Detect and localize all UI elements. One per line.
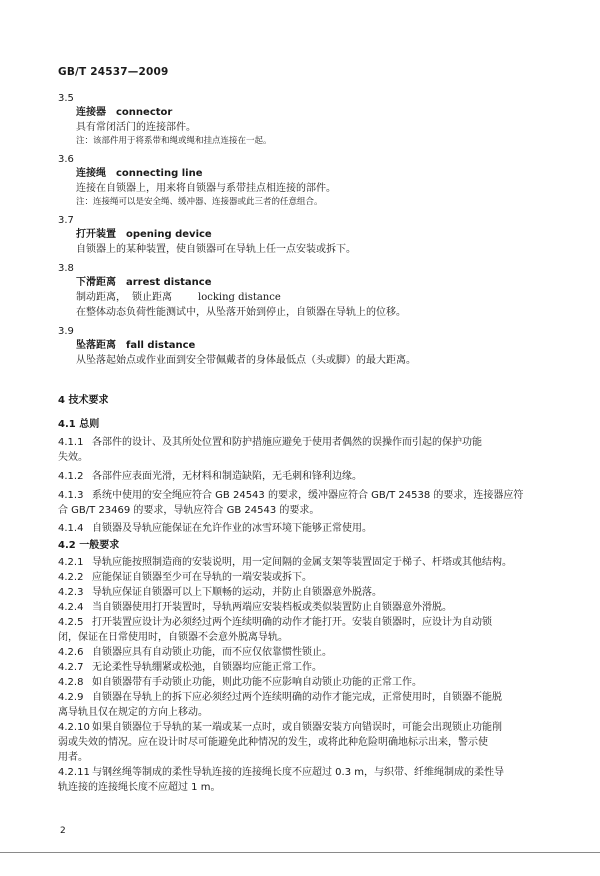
clause-4-2-9-cont: 离导轨且仅在规定的方向上移动。	[58, 707, 208, 718]
clause-4-2-1: 4.2.1 导轨应能按照制造商的安装说明，用一定间隔的金属支架等装置固定于梯子、杆塔或其他结构。	[58, 557, 512, 568]
page-number: 2	[60, 826, 66, 836]
term-zh: 坠落距离	[76, 340, 116, 351]
clause-4-2-11-cont: 轨连接的连接绳长度不应超过 1 m。	[58, 782, 221, 793]
term-3-6	[58, 153, 544, 209]
alt-term-2: 锁止距离	[132, 292, 172, 303]
clause-4-2-6: 4.2.6 自锁器应具有自动锁止功能，而不应仅依靠惯性锁止。	[58, 647, 332, 658]
term-number: 3.7	[58, 215, 74, 226]
term-definition: 从坠落起始点或作业面到安全带佩戴者的身体最低点（头或脚）的最大距离。	[76, 355, 416, 366]
clause-4-2-10-cont2: 用者。	[58, 752, 88, 763]
term-title	[58, 106, 544, 120]
alt-term-1: 制动距离，	[76, 292, 126, 303]
term-title	[58, 167, 544, 181]
technical-requirements-section	[58, 394, 544, 795]
clause-4-2-3: 4.2.3 导轨应保证自锁器可以上下顺畅的运动，并防止自锁器意外脱落。	[58, 587, 382, 598]
clause-4-2-8: 4.2.8 如自锁器带有手动锁止功能，则此功能不应影响自动锁止功能的正常工作。	[58, 677, 422, 688]
term-zh: 连接绳	[76, 168, 106, 179]
clause-4-1-4: 4.1.4 自锁器及导轨应能保证在允许作业的冰雪环境下能够正常使用。	[58, 523, 372, 534]
term-note: 注：该部件用于将系带和绳或绳和挂点连接在一起。	[76, 136, 272, 146]
clause-4-2-9: 4.2.9 自锁器在导轨上的拆下应必须经过两个连续明确的动作才能完成，正常使用时，自锁器不能脱	[58, 692, 502, 703]
clause-4-2-4: 4.2.4 当自锁器使用打开装置时，导轨两端应安装档板或类似装置防止自锁器意外滑脱。	[58, 602, 452, 613]
term-en: opening device	[126, 229, 212, 240]
term-definition: 连接在自锁器上，用来将自锁器与系带挂点相连接的部件。	[76, 183, 336, 194]
term-zh: 打开装置	[76, 229, 116, 240]
term-definition: 自锁器上的某种装置，使自锁器可在导轨上任一点安装或拆下。	[76, 244, 356, 255]
term-title	[58, 276, 544, 290]
term-3-9	[58, 325, 544, 368]
clause-4-2-11: 4.2.11 与钢丝绳等制成的柔性导轨连接的连接绳长度不应超过 0.3 m，与织带、纤维绳制成的柔性导	[58, 767, 505, 778]
terms-section	[58, 92, 544, 368]
clause-4-1-1: 4.1.1 各部件的设计、及其所处位置和防护措施应避免于使用者偶然的误操作而引起的保护功能	[58, 437, 482, 448]
term-title	[58, 228, 544, 242]
bottom-divider	[0, 852, 600, 853]
subsection-heading-general: 4.1 总则	[58, 419, 100, 430]
clause-4-2-2: 4.2.2 应能保证自锁器至少可在导轨的一端安装或拆下。	[58, 572, 312, 583]
clause-4-1-1-cont: 失效。	[58, 452, 88, 463]
term-number: 3.8	[58, 263, 74, 274]
term-zh: 连接器	[76, 107, 106, 118]
clause-4-2-7: 4.2.7 无论柔性导轨绷紧或松弛，自锁器均应能正常工作。	[58, 662, 322, 673]
term-note: 注：连接绳可以是安全绳、缓冲器、连接器或此三者的任意组合。	[76, 197, 323, 207]
term-title	[58, 339, 544, 353]
term-definition: 具有常闭活门的连接部件。	[76, 122, 196, 133]
subsection-heading-general-requirements: 4.2 一般要求	[58, 540, 120, 551]
standard-code-header: GB/T 24537—2009	[58, 66, 169, 78]
section-heading: 4 技术要求	[58, 395, 109, 406]
term-definition: 在整体动态负荷性能测试中，从坠落开始到停止，自锁器在导轨上的位移。	[76, 307, 406, 318]
term-alternatives	[58, 290, 544, 305]
term-3-7	[58, 214, 544, 257]
term-number: 3.9	[58, 326, 74, 337]
clause-4-1-3: 4.1.3 系统中使用的安全绳应符合 GB 24543 的要求，缓冲器应符合 GB/T 24538 的要求，连接器应符	[58, 490, 524, 501]
clause-4-2-10: 4.2.10 如果自锁器位于导轨的某一端或某一点时，或自锁器安装方向错误时，可能会出现锁止功能削	[58, 722, 502, 733]
term-en: connector	[116, 107, 173, 118]
term-3-8	[58, 262, 544, 320]
term-number: 3.5	[58, 93, 74, 104]
term-en: fall distance	[126, 340, 196, 351]
term-zh: 下滑距离	[76, 277, 116, 288]
term-en: arrest distance	[126, 277, 212, 288]
term-number: 3.6	[58, 154, 74, 165]
alt-term-en: locking distance	[198, 292, 281, 303]
clause-4-1-3-cont: 合 GB/T 23469 的要求，导轨应符合 GB 24543 的要求。	[58, 505, 320, 516]
clause-4-2-10-cont: 弱或失效的情况。应在设计时尽可能避免此种情况的发生，或将此种危险明确地标示出来，警示使	[58, 737, 488, 748]
term-en: connecting line	[116, 168, 203, 179]
clause-4-1-2: 4.1.2 各部件应表面光滑，无材料和制造缺陷，无毛刺和锋利边缘。	[58, 471, 362, 482]
term-3-5	[58, 92, 544, 148]
clause-4-2-5-cont: 闭，保证在日常使用时，自锁器不会意外脱离导轨。	[58, 632, 288, 643]
clause-4-2-5: 4.2.5 打开装置应设计为必须经过两个连续明确的动作才能打开。安装自锁器时，应设计为自动锁	[58, 617, 492, 628]
